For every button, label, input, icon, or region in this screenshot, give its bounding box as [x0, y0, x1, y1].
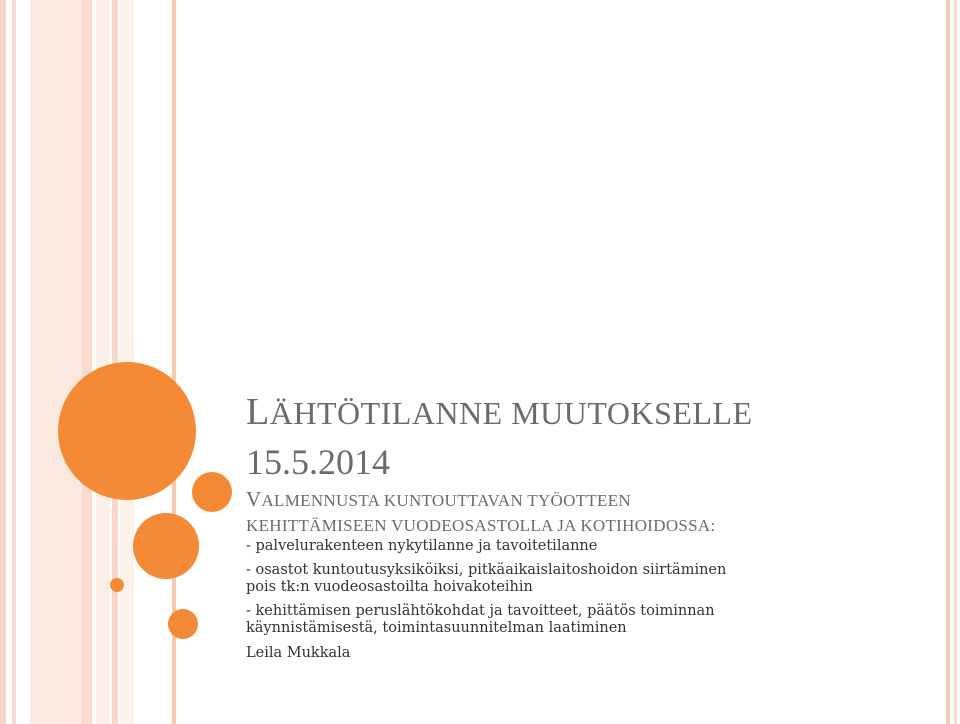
body-text-line: - kehittämisen peruslähtökohdat ja tavoitteet, päätös toiminnan — [246, 603, 715, 619]
body-text-line: pois tk:n vuodeosastoilta hoivakoteihin — [246, 579, 533, 595]
slide-title-line-1 — [246, 390, 753, 434]
decorative-stripe — [82, 0, 92, 724]
subtitle-rest: ALMENNUSTA KUNTOUTTAVAN TYÖOTTEEN — [261, 491, 631, 510]
decorative-stripe — [0, 0, 6, 724]
decorative-circle-tiny — [110, 578, 124, 592]
body-text-line: - osastot kuntoutusyksiköiksi, pitkäaikaislaitoshoidon siirtäminen — [246, 562, 727, 578]
decorative-stripe-right — [954, 0, 957, 724]
body-text-line: - palvelurakenteen nykytilanne ja tavoitetilanne — [246, 538, 598, 554]
author-name: Leila Mukkala — [246, 645, 351, 661]
decorative-circle-medium — [133, 513, 199, 579]
decorative-stripe-right — [946, 0, 950, 724]
decorative-stripe — [96, 0, 110, 724]
decorative-stripe — [30, 0, 82, 724]
slide-title-date: 15.5.2014 — [246, 442, 390, 482]
decorative-circle-small — [168, 609, 198, 639]
title-initial: L — [246, 391, 270, 433]
body-text-line: käynnistämisestä, toimintasuunnitelman laatiminen — [246, 620, 627, 636]
decorative-circle-small — [192, 472, 232, 512]
subtitle-line-2: KEHITTÄMISEEN VUODEOSASTOLLA JA KOTIHOIDOSSA: — [246, 516, 716, 535]
decorative-stripe — [12, 0, 16, 724]
subtitle-line-1 — [246, 487, 631, 512]
title-rest: ÄHTÖTILANNE MUUTOKSELLE — [269, 395, 753, 431]
decorative-circle-large — [58, 362, 196, 500]
subtitle-initial: V — [246, 487, 262, 511]
